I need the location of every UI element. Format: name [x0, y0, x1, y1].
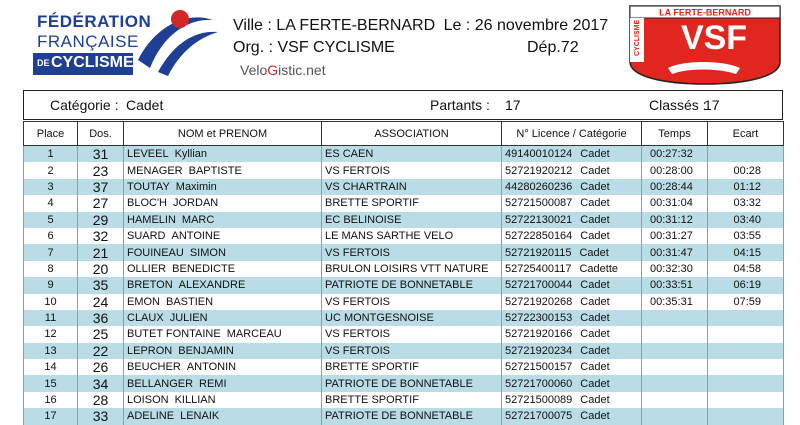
- dossard-cell: 35: [78, 277, 124, 293]
- velogistic-g: G: [267, 62, 279, 78]
- table-row: [24, 228, 784, 244]
- dossard-cell: 31: [78, 146, 124, 163]
- table-row: [24, 244, 784, 260]
- licence-cell: [502, 408, 642, 424]
- vsf-logo-top-text: LA FERTE-BERNARD: [659, 7, 751, 18]
- rider-firstname: BENJAMIN: [178, 344, 234, 357]
- ffc-logo-de: DE: [37, 58, 50, 68]
- dossard-cell: 21: [78, 244, 124, 260]
- header-line-ville: [233, 17, 608, 35]
- association-cell: VS FERTOIS: [322, 294, 502, 310]
- time-cell: 00:33:51: [642, 277, 708, 293]
- partants-value: 17: [505, 97, 521, 113]
- col-header: Dos.: [78, 122, 124, 146]
- gap-cell: 04:58: [708, 261, 784, 277]
- name-cell: [124, 195, 322, 211]
- time-cell: 00:28:00: [642, 162, 708, 178]
- velogistic-brand: [240, 62, 326, 78]
- gap-cell: 00:28: [708, 162, 784, 178]
- licence-number: 52721920268: [505, 295, 573, 308]
- name-cell: [124, 162, 322, 178]
- rider-lastname: CLAUX: [127, 312, 164, 325]
- gap-cell: [708, 310, 784, 326]
- ffc-logo-line2: FRANÇAISE: [37, 32, 139, 51]
- licence-cell: [502, 228, 642, 244]
- ffc-logo-cyclisme: CYCLISME: [51, 54, 134, 71]
- partants-label: Partants :: [430, 97, 490, 113]
- ffc-swoosh-icon: [128, 10, 223, 80]
- rider-lastname: TOUTAY: [127, 180, 170, 193]
- place-cell: 5: [24, 212, 78, 228]
- category: Cadet: [580, 312, 610, 325]
- departement: Dép.72: [527, 39, 579, 56]
- time-cell: [642, 326, 708, 342]
- dossard-cell: 29: [78, 212, 124, 228]
- dossard-cell: 33: [78, 408, 124, 424]
- licence-number: 44280260236: [505, 180, 573, 193]
- association-cell: PATRIOTE DE BONNETABLE: [322, 408, 502, 424]
- association-cell: LE MANS SARTHE VELO: [322, 228, 502, 244]
- rider-lastname: BLOC'H: [127, 197, 167, 210]
- rider-firstname: BASTIEN: [166, 295, 214, 308]
- dossard-cell: 20: [78, 261, 124, 277]
- place-cell: 7: [24, 244, 78, 260]
- licence-number: 52721920212: [505, 164, 573, 177]
- association-cell: VS FERTOIS: [322, 343, 502, 359]
- licence-cell: [502, 162, 642, 178]
- place-cell: 13: [24, 343, 78, 359]
- time-cell: 00:31:12: [642, 212, 708, 228]
- licence-cell: [502, 375, 642, 391]
- association-cell: VS CHARTRAIN: [322, 179, 502, 195]
- licence-number: 52722130021: [505, 213, 573, 226]
- place-cell: 12: [24, 326, 78, 342]
- place-cell: 11: [24, 310, 78, 326]
- dossard-cell: 25: [78, 326, 124, 342]
- licence-cell: [502, 310, 642, 326]
- time-cell: 00:27:32: [642, 146, 708, 163]
- name-cell: [124, 261, 322, 277]
- licence-number: 49140010124: [505, 148, 573, 161]
- place-cell: 14: [24, 359, 78, 375]
- licence-cell: [502, 195, 642, 211]
- name-cell: [124, 310, 322, 326]
- ville-value: LA FERTE-BERNARD: [276, 17, 436, 34]
- licence-cell: [502, 359, 642, 375]
- org-label: Org. :: [233, 39, 274, 56]
- category: Cadet: [580, 295, 610, 308]
- dossard-cell: 23: [78, 162, 124, 178]
- licence-number: 52722850164: [505, 230, 573, 243]
- table-row: [24, 408, 784, 424]
- rider-firstname: ALEXANDRE: [178, 279, 246, 292]
- licence-cell: [502, 326, 642, 342]
- licence-number: 52721920115: [505, 246, 572, 259]
- licence-number: 52725400117: [505, 262, 572, 275]
- place-cell: 8: [24, 261, 78, 277]
- time-cell: 00:35:31: [642, 294, 708, 310]
- table-row: [24, 359, 784, 375]
- dossard-cell: 28: [78, 392, 124, 408]
- gap-cell: [708, 392, 784, 408]
- time-cell: 00:31:47: [642, 244, 708, 260]
- time-cell: [642, 359, 708, 375]
- col-header: NOM et PRENOM: [124, 122, 322, 146]
- time-cell: [642, 375, 708, 391]
- results-table: [23, 121, 784, 425]
- org-value: VSF CYCLISME: [277, 39, 395, 56]
- category: Cadet: [580, 197, 610, 210]
- place-cell: 6: [24, 228, 78, 244]
- association-cell: UC MONTGESNOISE: [322, 310, 502, 326]
- rider-lastname: BRETON: [127, 279, 173, 292]
- licence-number: 52721500089: [505, 394, 573, 407]
- time-cell: 00:28:44: [642, 179, 708, 195]
- table-row: [24, 294, 784, 310]
- table-row: [24, 195, 784, 211]
- rider-lastname: HAMELIN: [127, 213, 176, 226]
- name-cell: [124, 359, 322, 375]
- gap-cell: [708, 408, 784, 424]
- velogistic-post: istic.net: [278, 62, 326, 78]
- category: Cadet: [580, 164, 610, 177]
- place-cell: 10: [24, 294, 78, 310]
- licence-cell: [502, 146, 642, 163]
- association-cell: ES CAEN: [322, 146, 502, 163]
- dossard-cell: 32: [78, 228, 124, 244]
- association-cell: BRETTE SPORTIF: [322, 359, 502, 375]
- licence-number: 52721700060: [505, 377, 573, 390]
- gap-cell: 03:32: [708, 195, 784, 211]
- col-header: Place: [24, 122, 78, 146]
- table-row: [24, 212, 784, 228]
- rider-lastname: BELLANGER: [127, 377, 194, 390]
- place-cell: 17: [24, 408, 78, 424]
- name-cell: [124, 294, 322, 310]
- association-cell: EC BELINOISE: [322, 212, 502, 228]
- licence-cell: [502, 179, 642, 195]
- gap-cell: [708, 343, 784, 359]
- category: Cadet: [580, 279, 610, 292]
- licence-cell: [502, 261, 642, 277]
- classes-value: 17: [704, 97, 720, 113]
- gap-cell: [708, 326, 784, 342]
- gap-cell: [708, 375, 784, 391]
- rider-firstname: BENEDICTE: [172, 262, 236, 275]
- classes-label: Classés :: [649, 97, 707, 113]
- vsf-club-logo: [628, 4, 782, 86]
- association-cell: BRETTE SPORTIF: [322, 392, 502, 408]
- col-header: N° Licence / Catégorie: [502, 122, 642, 146]
- vsf-logo-letters: VSF: [680, 19, 748, 57]
- name-cell: [124, 244, 322, 260]
- category: Cadette: [579, 262, 619, 275]
- association-cell: BRETTE SPORTIF: [322, 195, 502, 211]
- name-cell: [124, 392, 322, 408]
- dossard-cell: 36: [78, 310, 124, 326]
- name-cell: [124, 277, 322, 293]
- rider-lastname: EMON: [127, 295, 160, 308]
- licence-cell: [502, 392, 642, 408]
- licence-number: 52721700075: [505, 410, 573, 423]
- rider-firstname: Kyllian: [174, 148, 207, 161]
- name-cell: [124, 212, 322, 228]
- place-cell: 9: [24, 277, 78, 293]
- dossard-cell: 22: [78, 343, 124, 359]
- rider-firstname: MARC: [181, 213, 215, 226]
- table-row: [24, 375, 784, 391]
- name-cell: [124, 375, 322, 391]
- rider-firstname: MARCEAU: [226, 328, 282, 341]
- category: Cadet: [580, 328, 610, 341]
- rider-lastname: LEPRON: [127, 344, 173, 357]
- category: Cadet: [580, 148, 610, 161]
- place-cell: 2: [24, 162, 78, 178]
- category: Cadet: [580, 180, 610, 193]
- dossard-cell: 37: [78, 179, 124, 195]
- gap-cell: 04:15: [708, 244, 784, 260]
- name-cell: [124, 326, 322, 342]
- rider-lastname: SUARD: [127, 230, 166, 243]
- rider-firstname: LENAIK: [180, 410, 220, 423]
- time-cell: 00:31:27: [642, 228, 708, 244]
- rider-lastname: BEUCHER: [127, 361, 181, 374]
- categorie-label: Catégorie :: [50, 97, 119, 113]
- name-cell: [124, 179, 322, 195]
- col-header: ASSOCIATION: [322, 122, 502, 146]
- ffc-logo: [33, 10, 223, 80]
- rider-lastname: MENAGER: [127, 164, 183, 177]
- place-cell: 16: [24, 392, 78, 408]
- rider-firstname: ANTOINE: [171, 230, 221, 243]
- association-cell: PATRIOTE DE BONNETABLE: [322, 375, 502, 391]
- date-value: 26 novembre 2017: [474, 17, 609, 34]
- name-cell: [124, 228, 322, 244]
- name-cell: [124, 343, 322, 359]
- table-header: [24, 122, 784, 146]
- place-cell: 4: [24, 195, 78, 211]
- association-cell: PATRIOTE DE BONNETABLE: [322, 277, 502, 293]
- gap-cell: 07:59: [708, 294, 784, 310]
- dossard-cell: 34: [78, 375, 124, 391]
- licence-cell: [502, 294, 642, 310]
- category: Cadet: [580, 213, 610, 226]
- table-row: [24, 343, 784, 359]
- ville-label: Ville :: [233, 17, 272, 34]
- gap-cell: 03:40: [708, 212, 784, 228]
- table-row: [24, 392, 784, 408]
- rider-lastname: BUTET FONTAINE: [127, 328, 221, 341]
- dossard-cell: 24: [78, 294, 124, 310]
- categorie-value: Cadet: [126, 97, 164, 113]
- licence-number: 52721920234: [505, 344, 573, 357]
- category: Cadet: [579, 246, 609, 259]
- rider-firstname: JULIEN: [169, 312, 208, 325]
- association-cell: BRULON LOISIRS VTT NATURE: [322, 261, 502, 277]
- time-cell: [642, 392, 708, 408]
- rider-lastname: LOISON: [127, 394, 169, 407]
- association-cell: VS FERTOIS: [322, 326, 502, 342]
- category: Cadet: [580, 230, 610, 243]
- name-cell: [124, 146, 322, 163]
- category: Cadet: [580, 377, 610, 390]
- col-header: Ecart: [708, 122, 784, 146]
- time-cell: [642, 343, 708, 359]
- licence-cell: [502, 343, 642, 359]
- rider-firstname: KILLIAN: [174, 394, 216, 407]
- rider-firstname: SIMON: [189, 246, 226, 259]
- place-cell: 3: [24, 179, 78, 195]
- col-header: Temps: [642, 122, 708, 146]
- time-cell: 00:31:04: [642, 195, 708, 211]
- licence-number: 52721920166: [505, 328, 573, 341]
- licence-cell: [502, 212, 642, 228]
- licence-cell: [502, 244, 642, 260]
- gap-cell: 01:12: [708, 179, 784, 195]
- gap-cell: 06:19: [708, 277, 784, 293]
- table-row: [24, 146, 784, 163]
- association-cell: VS FERTOIS: [322, 244, 502, 260]
- table-row: [24, 310, 784, 326]
- ffc-logo-line1: FÉDÉRATION: [37, 12, 152, 31]
- category: Cadet: [580, 410, 610, 423]
- table-row: [24, 162, 784, 178]
- gap-cell: [708, 359, 784, 375]
- table-row: [24, 261, 784, 277]
- licence-number: 52722300153: [505, 312, 573, 325]
- dossard-cell: 26: [78, 359, 124, 375]
- header-line-org: [233, 39, 395, 57]
- category: Cadet: [580, 344, 610, 357]
- category: Cadet: [580, 361, 610, 374]
- place-cell: 15: [24, 375, 78, 391]
- velogistic-pre: Velo: [240, 62, 268, 78]
- table-row: [24, 179, 784, 195]
- gap-cell: [708, 146, 784, 163]
- rider-firstname: REMI: [199, 377, 227, 390]
- time-cell: [642, 408, 708, 424]
- rider-firstname: ANTONIN: [186, 361, 237, 374]
- time-cell: 00:32:30: [642, 261, 708, 277]
- licence-number: 52721500087: [505, 197, 573, 210]
- rider-lastname: LEVEEL: [127, 148, 169, 161]
- rider-firstname: Maximin: [175, 180, 217, 193]
- rider-firstname: JORDAN: [173, 197, 219, 210]
- place-cell: 1: [24, 146, 78, 163]
- category: Cadet: [580, 394, 610, 407]
- licence-number: 52721500157: [505, 361, 573, 374]
- rider-lastname: FOUINEAU: [127, 246, 184, 259]
- table-row: [24, 326, 784, 342]
- table-row: [24, 277, 784, 293]
- time-cell: [642, 310, 708, 326]
- vsf-logo-side-text: CYCLISME: [634, 19, 641, 56]
- date-label: Le :: [443, 17, 471, 34]
- name-cell: [124, 408, 322, 424]
- association-cell: VS FERTOIS: [322, 162, 502, 178]
- licence-number: 52721700044: [505, 279, 573, 292]
- rider-firstname: BAPTISTE: [188, 164, 242, 177]
- licence-cell: [502, 277, 642, 293]
- dossard-cell: 27: [78, 195, 124, 211]
- rider-lastname: ADELINE: [127, 410, 175, 423]
- gap-cell: 03:55: [708, 228, 784, 244]
- rider-lastname: OLLIER: [127, 262, 167, 275]
